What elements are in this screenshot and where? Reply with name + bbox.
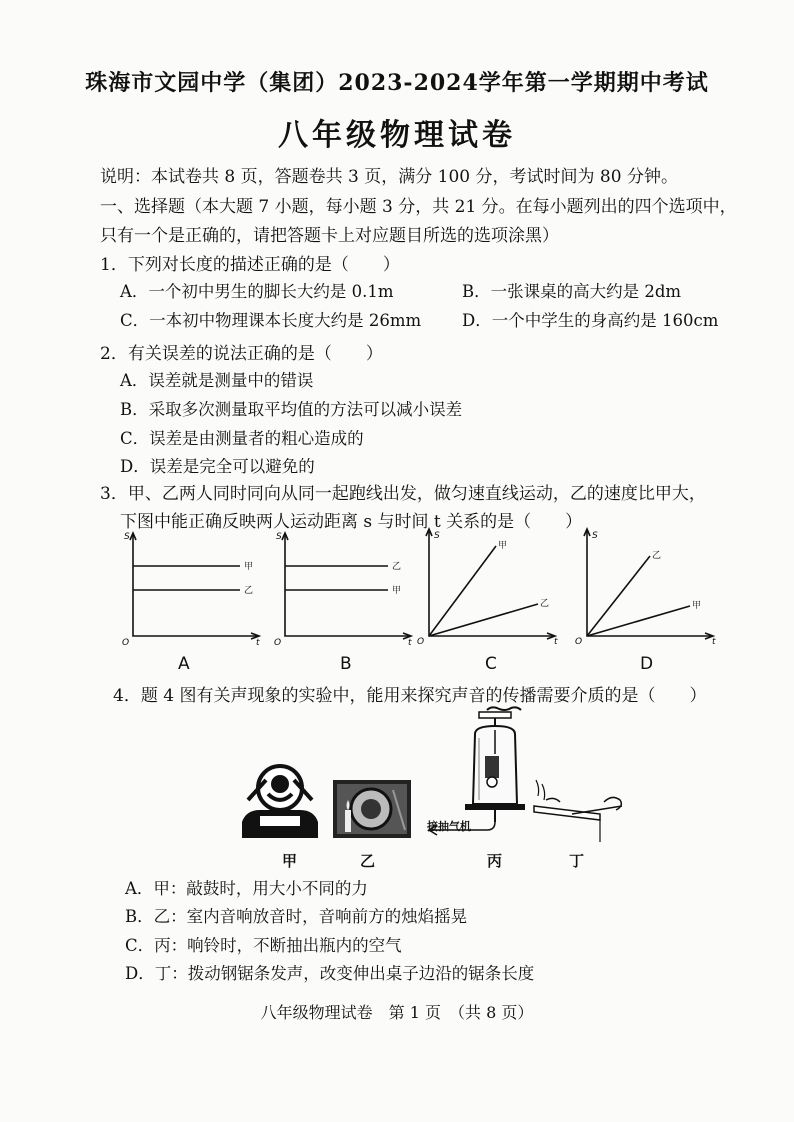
q3-stem-line2: 下图中能正确反映两人运动距离 s 与时间 t 关系的是（ ）	[120, 512, 583, 532]
origin-label-b: O	[274, 638, 282, 648]
figure-label-jia: 甲	[282, 852, 298, 870]
x-axis-label-d: t	[712, 637, 716, 647]
chart-caption-a: A	[178, 654, 190, 674]
y-axis-label-b: S	[276, 532, 282, 542]
q4-option-d: D．丁：拨动钢锯条发声，改变伸出桌子边沿的锯条长度	[125, 964, 535, 983]
line-label-upper-b: 乙	[392, 562, 402, 572]
saw-blade-figure	[532, 776, 632, 846]
q4-stem: 4．题 4 图有关声现象的实验中，能用来探究声音的传播需要介质的是（ ）	[113, 686, 707, 706]
line-label-steep-d: 乙	[652, 551, 662, 561]
line-steep-c	[429, 546, 496, 636]
page-footer: 八年级物理试卷 第 1 页 （共 8 页）	[260, 1003, 534, 1022]
q2-option-a: A．误差就是测量中的错误	[120, 371, 314, 390]
y-axis-label-a: S	[124, 532, 130, 542]
q2-option-b: B．采取多次测量取平均值的方法可以减小误差	[120, 400, 463, 419]
line-label-upper-a: 甲	[244, 562, 254, 572]
line-label-lower-b: 甲	[392, 586, 402, 596]
q3-stem-line1: 3．甲、乙两人同时同向从同一起跑线出发，做匀速直线运动，乙的速度比甲大，	[100, 484, 706, 504]
q1-option-d: D．一个中学生的身高约是 160cm	[462, 311, 719, 330]
exam-subtitle: 八年级物理试卷	[278, 118, 516, 153]
chart-caption-c: C	[485, 654, 497, 674]
st-graph-c	[414, 526, 564, 647]
line-steep-d	[587, 556, 650, 636]
drum-figure	[238, 760, 323, 840]
origin-label-d: O	[575, 637, 583, 647]
st-graph-b	[270, 530, 420, 648]
instructions: 说明：本试卷共 8 页，答题卷共 3 页，满分 100 分，考试时间为 80 分钟。	[100, 167, 678, 187]
section-heading-line2: 只有一个是正确的，请把答题卡上对应题目所选的选项涂黑）	[100, 226, 559, 246]
origin-label-a: O	[122, 638, 130, 648]
section-heading-line1: 一、选择题（本大题 7 小题，每小题 3 分，共 21 分。在每小题列出的四个选项中，	[100, 197, 737, 217]
q4-option-a: A．甲：敲鼓时，用大小不同的力	[125, 879, 368, 898]
pump-label: 接抽气机	[427, 820, 471, 833]
line-label-shallow-d: 甲	[692, 601, 702, 611]
q1-option-c: C．一本初中物理课本长度大约是 26mm	[120, 311, 422, 330]
q1-option-a: A．一个初中男生的脚长大约是 0.1m	[120, 282, 394, 301]
figure-label-yi: 乙	[360, 852, 376, 870]
figure-label-bing: 丙	[487, 852, 503, 870]
st-graph-a	[118, 530, 268, 648]
speaker-candle-figure	[333, 780, 413, 840]
line-label-lower-a: 乙	[244, 586, 254, 596]
q4-option-b: B．乙：室内音响放音时，音响前方的烛焰摇晃	[125, 907, 468, 926]
chart-caption-b: B	[340, 654, 352, 674]
st-graph-d	[572, 526, 722, 647]
origin-label-c: O	[417, 637, 425, 647]
q2-stem: 2．有关误差的说法正确的是（ ）	[100, 344, 383, 364]
q4-option-c: C．丙：响铃时，不断抽出瓶内的空气	[125, 936, 402, 955]
x-axis-label-b: t	[408, 638, 412, 648]
q2-option-d: D．误差是完全可以避免的	[120, 457, 315, 476]
y-axis-label-c: S	[434, 531, 440, 541]
x-axis-label-a: t	[256, 638, 260, 648]
y-axis-label-d: S	[592, 531, 598, 541]
q1-stem: 1．下列对长度的描述正确的是（ ）	[100, 255, 400, 275]
line-shallow-d	[587, 606, 690, 636]
figure-label-ding: 丁	[569, 852, 585, 870]
chart-caption-d: D	[640, 654, 654, 674]
exam-title: 珠海市文园中学（集团）2023-2024学年第一学期期中考试	[85, 70, 709, 96]
line-shallow-c	[429, 604, 538, 636]
q2-option-c: C．误差是由测量者的粗心造成的	[120, 429, 364, 448]
x-axis-label-c: t	[554, 637, 558, 647]
line-label-shallow-c: 乙	[540, 599, 550, 609]
line-label-steep-c: 甲	[498, 541, 508, 551]
q1-option-b: B．一张课桌的高大约是 2dm	[462, 282, 682, 301]
